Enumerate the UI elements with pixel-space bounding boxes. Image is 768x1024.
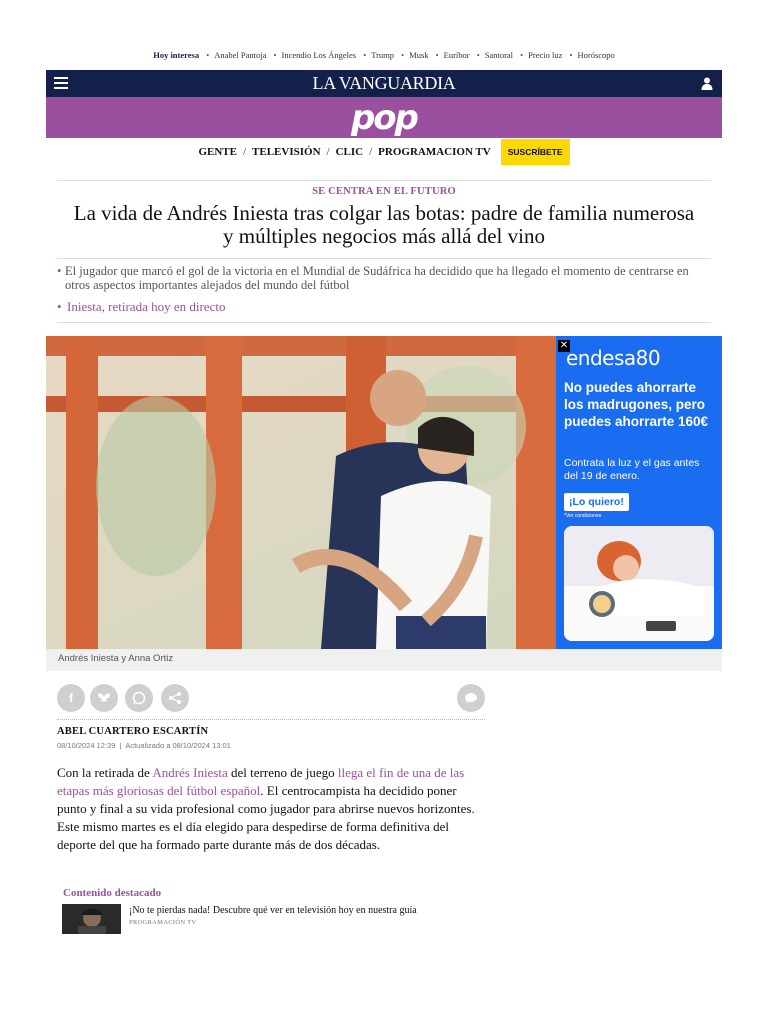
site-header — [46, 70, 722, 97]
ad-image — [564, 526, 714, 641]
author-name[interactable]: ABEL CUARTERO ESCARTÍN — [57, 726, 209, 737]
ad-cta-button[interactable]: ¡Lo quiero! — [564, 493, 629, 511]
featured-thumbnail — [62, 904, 121, 934]
user-icon[interactable] — [700, 76, 714, 90]
updated-date: Actualizado a 08/10/2024 13:01 — [125, 741, 231, 750]
trending-item[interactable]: Musk — [409, 50, 429, 60]
trending-label: Hoy interesa — [153, 50, 200, 60]
bluesky-icon[interactable] — [90, 684, 118, 712]
site-logo[interactable]: LA VANGUARDIA — [312, 73, 456, 93]
featured-item[interactable] — [62, 904, 482, 934]
section-header — [46, 97, 722, 138]
subscribe-button[interactable]: SUSCRÍBETE — [501, 139, 570, 165]
related-link[interactable]: • Iniesta, retirada hoy en directo — [57, 300, 711, 314]
image-caption: Andrés Iniesta y Anna Ortiz — [58, 653, 174, 664]
featured-section: PROGRAMACIÓN TV — [129, 919, 197, 926]
nav-item-clic[interactable]: CLIC — [335, 146, 364, 158]
article-dates: 08/10/2024 12:39 | Actualizado a 08/10/2024 13:01 — [57, 741, 231, 750]
nav-item-gente[interactable]: GENTE — [198, 146, 237, 158]
trending-item[interactable]: Anabel Pantoja — [214, 50, 267, 60]
pop-logo[interactable]: pop — [350, 97, 418, 138]
social-share-bar — [57, 684, 485, 714]
ad-headline: No puedes ahorrarte los madrugones, pero puedes ahorrarte 160€ — [564, 380, 709, 429]
nav-item-programacion-tv[interactable]: PROGRAMACION TV — [378, 146, 491, 158]
whatsapp-icon[interactable] — [125, 684, 153, 712]
article-kicker: SE CENTRA EN EL FUTURO — [312, 186, 456, 197]
featured-title: ¡No te pierdas nada! Descubre qué ver en televisión hoy en nuestra guía — [129, 905, 417, 916]
featured-label: Contenido destacado — [63, 887, 162, 899]
advertisement[interactable] — [556, 336, 722, 649]
published-date: 08/10/2024 12:39 — [57, 741, 116, 750]
trending-item[interactable]: Precio luz — [528, 50, 563, 60]
trending-item[interactable]: Euríbor — [443, 50, 470, 60]
section-nav: GENTE / TELEVISIÓN / CLIC / PROGRAMACION TV SUSCRÍBETE — [0, 139, 768, 165]
divider — [57, 180, 711, 181]
ad-subtext: Contrata la luz y el gas antes del 19 de enero. — [564, 457, 700, 482]
comments-icon[interactable] — [457, 684, 485, 712]
trending-item[interactable]: Horóscopo — [577, 50, 615, 60]
trending-bar: Hoy interesa • Anabel Pantoja • Incendio Los Ángeles • Trump • Musk • Euríbor • Santoral • Precio luz • Horóscopo — [153, 50, 615, 60]
divider — [57, 322, 711, 323]
close-ad-icon[interactable]: ✕ — [559, 340, 569, 351]
share-icon[interactable] — [161, 684, 189, 712]
article-summary — [57, 264, 711, 314]
summary-bullet: • El jugador que marcó el gol de la victoria en el Mundial de Sudáfrica ha decidido que ha llegado el momento de centrarse en otros aspectos importantes alejados del mundo del fútbol — [57, 264, 711, 292]
hamburger-menu-icon[interactable] — [54, 76, 68, 90]
body-link-end-of-era[interactable]: llega el fin de una de las etapas más gloriosas del fútbol español — [57, 765, 465, 798]
article-title: La vida de Andrés Iniesta tras colgar las botas: padre de familia numerosa y múltiples negocios más allá del vino — [73, 201, 695, 248]
ad-brand-logo: endesa80 — [566, 346, 661, 370]
trending-item[interactable]: Trump — [371, 50, 395, 60]
body-link-iniesta[interactable]: Andrés Iniesta — [152, 765, 228, 780]
article-body: Con la retirada de Andrés Iniesta del terreno de juego llega el fin de una de las etapas más gloriosas del fútbol español. El centrocampista ha decidido poner punto y final a su vida profesional como jugador para abrirse nuevos horizontes. Este mismo martes es el día elegido para despedirse de forma definitiva del deporte del que ha formado parte durante más de dos décadas. — [57, 765, 475, 852]
ad-fine-print: *Ver condiciones — [564, 513, 602, 519]
divider — [57, 258, 711, 259]
nav-item-television[interactable]: TELEVISIÓN — [252, 146, 321, 158]
trending-item[interactable]: Incendio Los Ángeles — [281, 50, 357, 60]
facebook-icon[interactable]: f — [57, 684, 85, 712]
divider — [57, 719, 485, 720]
trending-item[interactable]: Santoral — [484, 50, 514, 60]
